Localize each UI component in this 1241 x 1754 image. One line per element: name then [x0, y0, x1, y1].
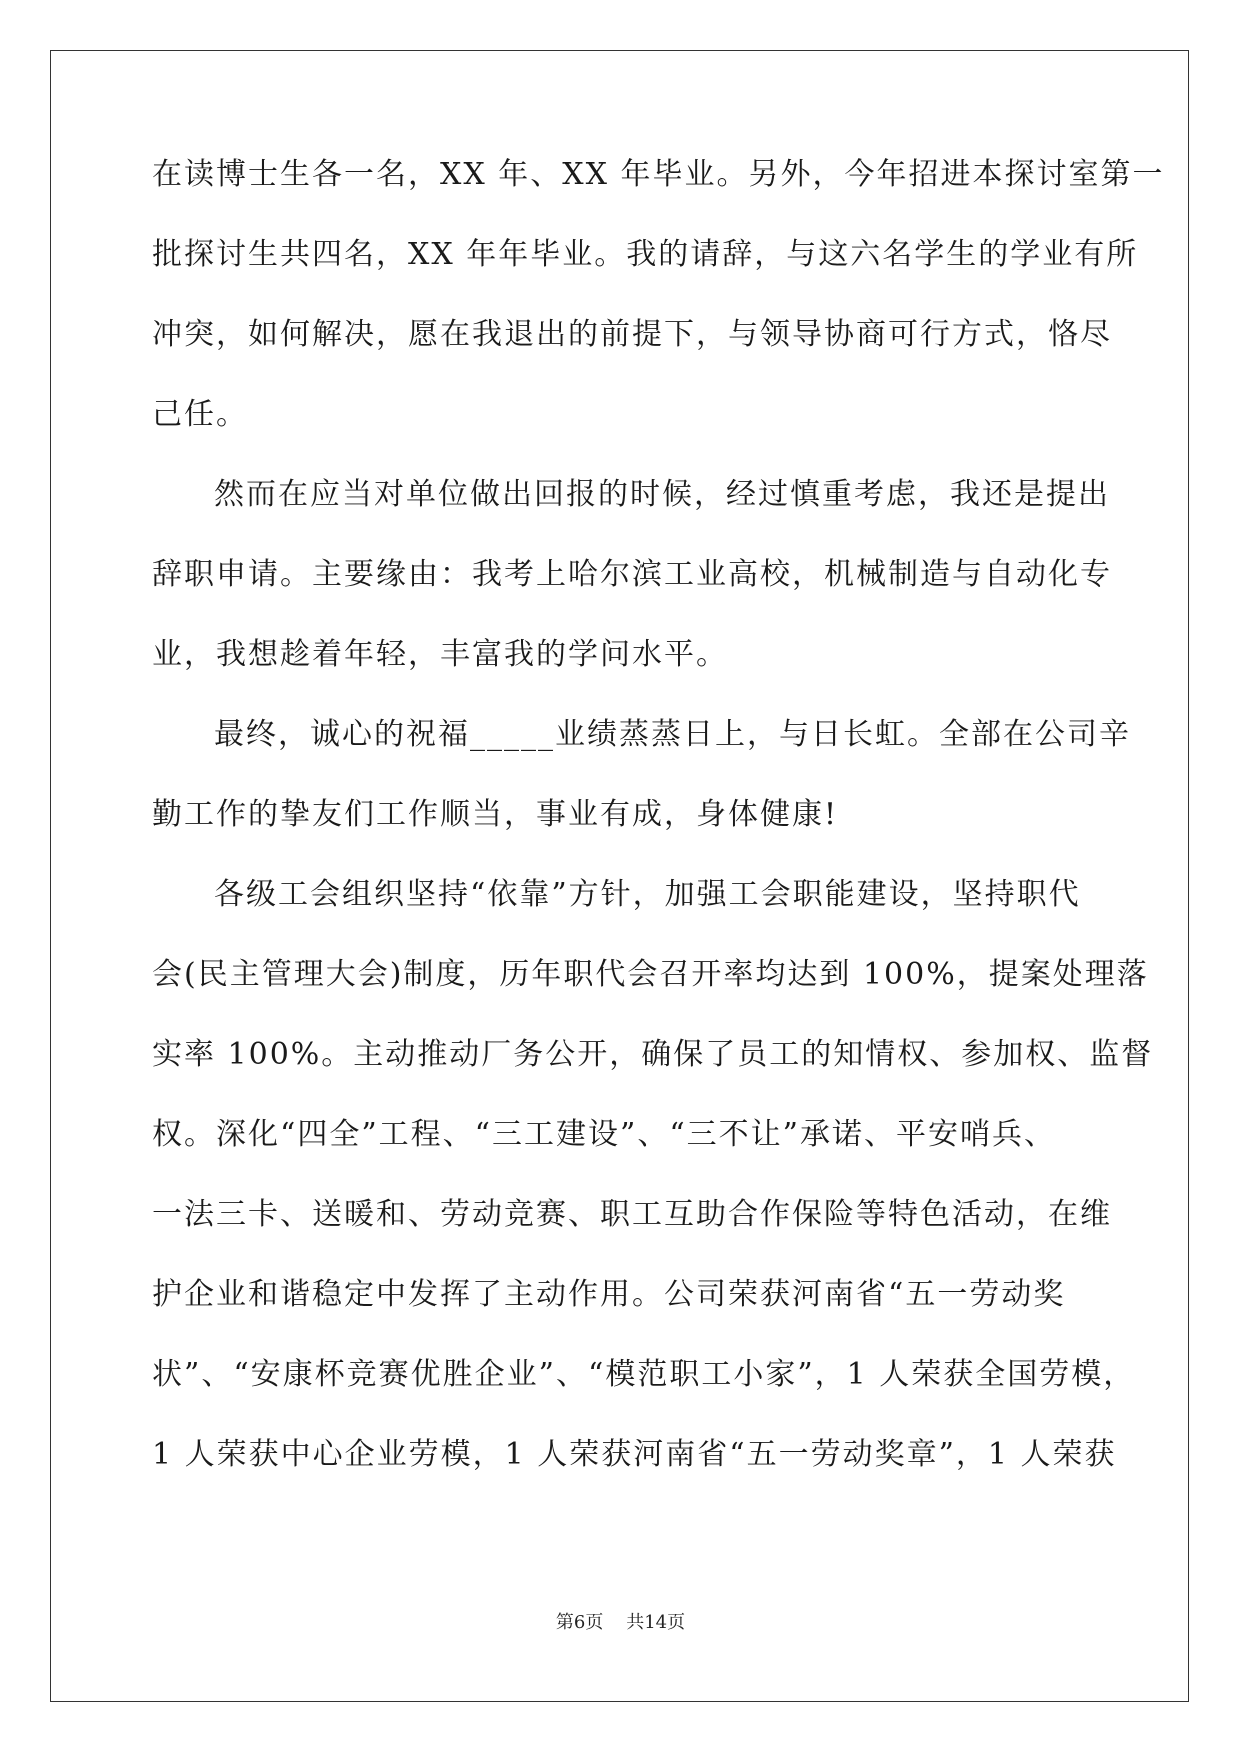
text-line: 冲突，如何解决，愿在我退出的前提下，与领导协商可行方式，恪尽 [152, 317, 1112, 352]
footer-spacer [603, 1612, 626, 1633]
text-line: 状”、“安康杯竞赛优胜企业”、“模范职工小家”，1 人荣获全国劳模， [152, 1357, 1136, 1392]
page-number: 第6页 [555, 1612, 604, 1633]
text-line: 然而在应当对单位做出回报的时候，经过慎重考虑，我还是提出 [214, 477, 1110, 512]
text-line: 权。深化“四全”工程、“三工建设”、“三不让”承诺、平安哨兵、 [152, 1117, 1057, 1152]
text-line: 1 人荣获中心企业劳模，1 人荣获河南省“五一劳动奖章”，1 人荣获 [152, 1437, 1117, 1472]
text-line: 己任。 [152, 397, 248, 432]
text-line: 护企业和谐稳定中发挥了主动作用。公司荣获河南省“五一劳动奖 [152, 1277, 1066, 1312]
page-footer [0, 1608, 1241, 1634]
text-line: 勤工作的挚友们工作顺当，事业有成，身体健康! [152, 797, 839, 832]
text-line: 会(民主管理大会)制度，历年职代会召开率均达到 100%，提案处理落 [152, 957, 1149, 992]
text-line: 在读博士生各一名，XX 年、XX 年毕业。另外，今年招进本探讨室第一 [152, 157, 1165, 192]
page-total: 共14页 [626, 1612, 686, 1633]
text-line: 业，我想趁着年轻，丰富我的学问水平。 [152, 637, 728, 672]
text-line: 辞职申请。主要缘由：我考上哈尔滨工业高校，机械制造与自动化专 [152, 557, 1112, 592]
text-line: 各级工会组织坚持“依靠”方针，加强工会职能建设，坚持职代 [214, 877, 1081, 912]
document-body [152, 157, 1165, 1520]
text-line: 批探讨生共四名，XX 年年毕业。我的请辞，与这六名学生的学业有所 [152, 237, 1139, 272]
text-line: 最终，诚心的祝福_____业绩蒸蒸日上，与日长虹。全部在公司辛 [214, 717, 1131, 752]
text-line: 实率 100%。主动推动厂务公开，确保了员工的知情权、参加权、监督 [152, 1037, 1154, 1072]
text-line: 一法三卡、送暖和、劳动竞赛、职工互助合作保险等特色活动，在维 [152, 1197, 1112, 1232]
